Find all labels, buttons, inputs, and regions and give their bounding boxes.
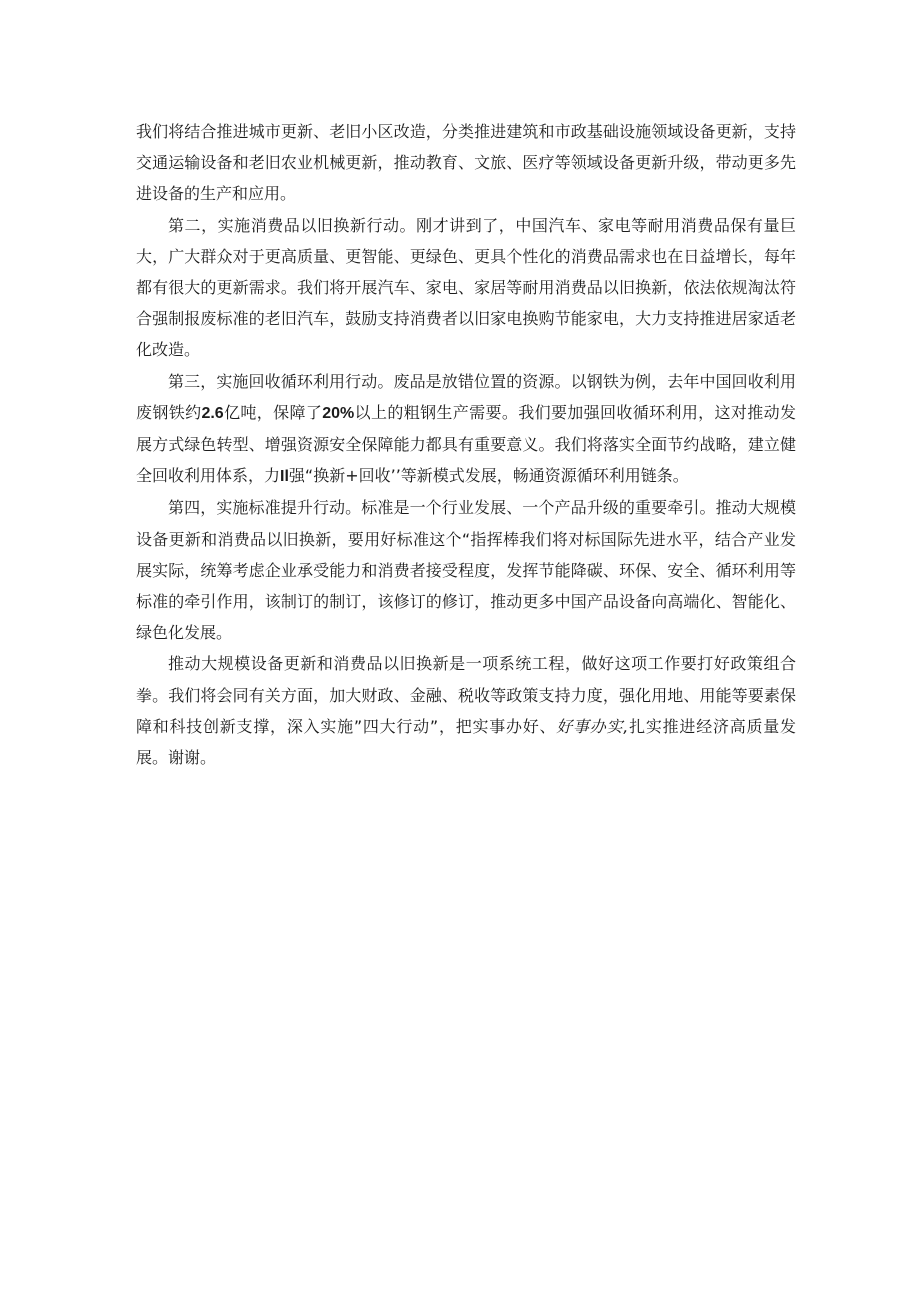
paragraph-1: 我们将结合推进城市更新、老旧小区改造，分类推进建筑和市政基础设施领域设备更新，支持交通运输设备和老旧农业机械更新，推动教育、文旅、医疗等领域设备更新升级，带动更多先进设备的生产和应用。 xyxy=(136,122,796,204)
document-body xyxy=(136,116,796,773)
paragraph-5-text-b: 扎实推进经济高质量发展。谢谢。 xyxy=(136,716,796,768)
paragraph-3-text-b: 亿吨，保障了 xyxy=(223,402,323,422)
paragraph-2: 第二，实施消费品以旧换新行动。刚才讲到了，中国汽车、家电等耐用消费品保有量巨大，广大群众对于更高质量、更智能、更绿色、更具个性化的消费品需求也在日益增长，每年都有很大的更新需求。我们将开展汽车、家电、家居等耐用消费品以旧换新，依法依规淘汰符合强制报废标准的老旧汽车，鼓励支持消费者以旧家电换购节能家电，大力支持推进居家适老化改造。 xyxy=(136,215,796,360)
paragraph-5-italic-text: 好事办实, xyxy=(556,716,629,736)
paragraph-5 xyxy=(136,648,796,773)
paragraph-3 xyxy=(136,366,796,493)
ocr-artifact-text: Il xyxy=(280,468,289,486)
scrap-steel-amount: 2.6 xyxy=(201,404,224,422)
paragraph-3-text-c: 以上的粗钢生产需要。我们要加强回收循环利用，这对推动发展方式绿色转型、增强资源安全保障能力都具有重要意义。我们将落实全面节约战略，建立健全回收利用体系，力 xyxy=(136,402,796,486)
paragraph-5-text-a: 推动大规模设备更新和消费品以旧换新是一项系统工程，做好这项工作要打好政策组合拳。我们将会同有关方面，加大财政、金融、税收等政策支持力度，强化用地、用能等要素保障和科技创新支撑，深入实施”四大行动”，把实事办好、 xyxy=(136,654,796,736)
paragraph-3-text-d: 强“换新+回收’’等新模式发展，畅通资源循环利用链条。 xyxy=(288,466,689,486)
paragraph-3-text-a: 第三，实施回收循环利用行动。废品是放错位置的资源。以钢铁为例，去年中国回收利用废钢铁约 xyxy=(136,371,796,422)
crude-steel-share: 20% xyxy=(322,404,355,422)
paragraph-4: 第四，实施标准提升行动。标准是一个行业发展、一个产品升级的重要牵引。推动大规模设备更新和消费品以旧换新，要用好标准这个“指挥棒我们将对标国际先进水平，结合产业发展实际，统筹考虑企业承受能力和消费者接受程度，发挥节能降碳、环保、安全、循环利用等标准的牵引作用，该制订的制订，该修订的修订，推动更多中国产品设备向高端化、智能化、绿色化发展。 xyxy=(136,498,796,643)
